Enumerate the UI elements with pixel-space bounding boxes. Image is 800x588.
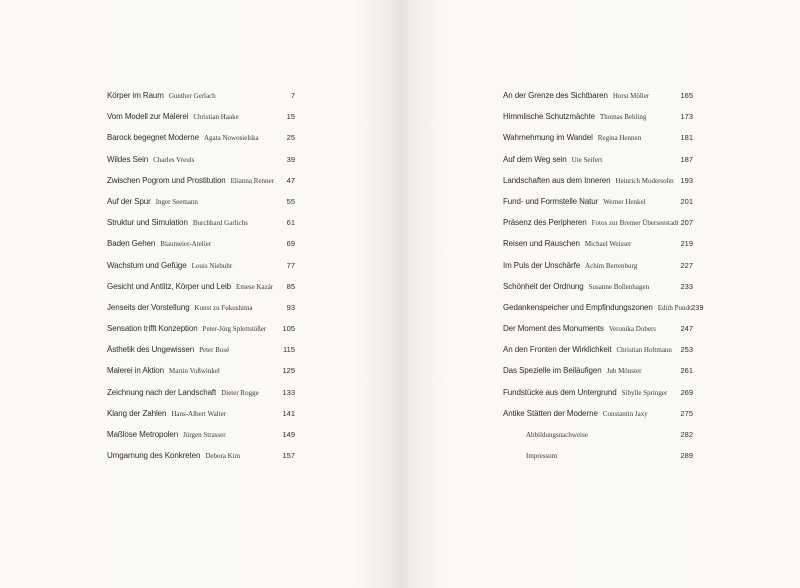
entry-author: Sibylle Springer (621, 388, 668, 397)
entry-title: Zwischen Pogrom und Prostitution (107, 175, 226, 185)
entry-page-number: 7 (290, 91, 295, 100)
entry-author: Debora Kim (205, 452, 241, 461)
entry-page-number: 149 (282, 430, 295, 439)
entry-title: Das Spezielle im Beiläufigen (503, 366, 602, 376)
toc-entry (503, 172, 693, 193)
appendix-label: Abbildungsnachweise (526, 431, 588, 439)
entry-author: Kunst zu Fukushima (194, 303, 253, 312)
toc-entry (107, 426, 295, 447)
entry-page-number: 233 (680, 281, 693, 291)
toc-entry (503, 341, 693, 362)
entry-author: Burchhard Garlichs (192, 219, 248, 228)
entry-page-number: 105 (282, 324, 295, 334)
entry-author: Martin Voßwinkel (169, 367, 220, 376)
entry-author: Horst Möller (612, 92, 650, 100)
entry-page-number: 55 (286, 196, 295, 206)
toc-left (107, 87, 295, 468)
toc-entry (503, 278, 693, 299)
entry-title: Gesicht und Antlitz, Körper und Leib (107, 281, 232, 291)
entry-page-number: 77 (286, 260, 295, 270)
entry-page-number: 61 (286, 218, 295, 228)
appendix-label: Impressum (526, 452, 558, 461)
entry-author: Werner Henkel (603, 197, 646, 206)
entry-page-number: 93 (286, 302, 295, 312)
entry-page-number: 187 (680, 154, 693, 164)
entry-author: Peter-Jörg Splettstößer (202, 325, 267, 334)
toc-entry (107, 87, 295, 108)
toc-entry (107, 172, 295, 193)
entry-author: Charles Vreuls (153, 155, 195, 164)
entry-page-number: 207 (680, 218, 693, 228)
entry-title: Wahrnehmung im Wandel (503, 133, 593, 143)
entry-title: Antike Stätten der Moderne (503, 408, 598, 418)
entry-page-number: 247 (680, 324, 693, 334)
entry-title: Struktur und Simulation (107, 218, 188, 228)
entry-page-number: 261 (680, 366, 693, 376)
entry-title: Umgarnung des Konkreten (107, 451, 201, 461)
toc-entry (503, 257, 693, 278)
entry-page-number: 165 (680, 91, 693, 100)
right-page (400, 0, 800, 588)
toc-entry (107, 384, 295, 405)
entry-author: Achim Bertenburg (585, 261, 638, 270)
entry-author: Dieter Rogge (221, 388, 259, 397)
entry-page-number: 269 (680, 387, 693, 397)
entry-page-number: 253 (680, 345, 693, 355)
toc-entry (503, 362, 693, 383)
toc-entry (107, 214, 295, 235)
entry-author: Susanne Bollenhagen (588, 282, 650, 291)
entry-page-number: 47 (286, 175, 295, 185)
entry-title: Jenseits der Vorstellung (107, 302, 190, 312)
entry-author: Hans-Albert Walter (171, 409, 227, 418)
entry-page-number: 193 (680, 175, 693, 185)
toc-entry (503, 214, 693, 235)
entry-page-number: 25 (286, 133, 295, 143)
entry-author: Edith Pundt (657, 303, 692, 312)
entry-page-number: 141 (282, 408, 295, 418)
toc-right (503, 87, 704, 468)
entry-author: Christian Holtmann (616, 346, 672, 355)
toc-entry (503, 299, 704, 320)
entry-author: Ute Seifert (571, 155, 603, 164)
entry-title: Himmlische Schutzmächte (503, 112, 595, 122)
toc-entry (107, 129, 295, 150)
entry-title: Der Moment des Monuments (503, 324, 604, 334)
entry-author: Jürgen Strasser (183, 431, 226, 439)
entry-author: Peter Bosé (199, 346, 230, 355)
entry-author: Veronika Dobers (608, 325, 657, 334)
entry-title: An den Fronten der Wirklichkeit (503, 345, 612, 355)
entry-author: Louis Niebuhr (191, 261, 233, 270)
entry-title: Barock begegnet Moderne (107, 133, 199, 143)
entry-page-number: 115 (283, 345, 295, 355)
entry-page-number: 133 (282, 387, 295, 397)
entry-title: Ästhetik des Ungewissen (107, 345, 195, 355)
entry-author: Christian Haake (193, 113, 239, 122)
toc-entry (107, 257, 295, 278)
entry-title: Baden Gehen (107, 239, 156, 249)
entry-title: Klang der Zahlen (107, 408, 167, 418)
entry-title: Gedankenspeicher und Empfindungszonen (503, 302, 653, 312)
toc-entry (503, 384, 693, 405)
entry-author: Agata Nowosielska (204, 134, 259, 143)
toc-entry (107, 235, 295, 256)
entry-author: Blaumeier-Atelier (160, 240, 212, 249)
entry-page-number: 15 (286, 112, 295, 122)
entry-author: Regina Hennen (597, 134, 642, 143)
entry-title: Reisen und Rauschen (503, 239, 580, 249)
toc-entry (107, 278, 295, 299)
toc-entry (107, 151, 295, 172)
entry-title: Wildes Sein (107, 154, 149, 164)
entry-title: Fundstücke aus dem Untergrund (503, 387, 617, 397)
entry-page-number: 227 (680, 260, 693, 270)
toc-entry (503, 193, 693, 214)
entry-title: Vom Modell zur Malerei (107, 112, 189, 122)
entry-title: Wachstum und Gefüge (107, 260, 187, 270)
entry-title: Auf dem Weg sein (503, 154, 567, 164)
entry-author: Heinrich Modersohn (615, 176, 674, 185)
entry-page-number: 219 (680, 239, 693, 249)
entry-title: Sensation trifft Konzeption (107, 324, 198, 334)
toc-entry (107, 108, 295, 129)
entry-page-number: 239 (691, 302, 704, 312)
entry-page-number: 39 (286, 154, 295, 164)
entry-title: An der Grenze des Sichtbaren (503, 91, 608, 100)
entry-title: Körper im Raum (107, 91, 164, 100)
entry-author: Jub Mönster (606, 367, 642, 376)
entry-author: Emese Kazár (236, 282, 274, 291)
entry-page-number: 125 (282, 366, 295, 376)
entry-author: Inger Seemann (155, 197, 198, 206)
entry-title: Maßlose Metropolen (107, 430, 179, 439)
toc-entry (107, 341, 295, 362)
entry-page-number: 69 (286, 239, 295, 249)
entry-author: Thomas Behling (599, 113, 647, 122)
toc-entry (503, 405, 693, 426)
toc-entry (107, 193, 295, 214)
entry-page-number: 173 (680, 112, 693, 122)
entry-title: Malerei in Aktion (107, 366, 164, 376)
entry-title: Präsenz des Peripheren (503, 218, 587, 228)
toc-entry-appendix (503, 426, 693, 447)
toc-entry (107, 320, 295, 341)
entry-title: Landschaften aus dem Inneren (503, 175, 611, 185)
entry-title: Schönheit der Ordnung (503, 281, 584, 291)
entry-author: Elianna Renner (230, 176, 274, 185)
toc-entry (503, 151, 693, 172)
entry-author: Constantin Jaxy (602, 409, 648, 418)
entry-author: Michael Weisser (584, 240, 632, 249)
toc-entry (107, 362, 295, 383)
entry-title: Fund- und Formstelle Natur (503, 196, 599, 206)
entry-title: Im Puls der Unschärfe (503, 260, 581, 270)
toc-entry (107, 447, 295, 468)
entry-page-number: 275 (680, 408, 693, 418)
toc-entry (503, 129, 693, 150)
entry-page-number: 85 (286, 281, 295, 291)
entry-author: Gunther Gerlach (168, 92, 216, 100)
entry-title: Zeichnung nach der Landschaft (107, 387, 217, 397)
toc-entry-appendix (503, 447, 693, 468)
toc-entry (107, 299, 295, 320)
entry-page-number: 157 (282, 451, 295, 461)
entry-author: Fotos zur Bremer Überseestadt (591, 219, 679, 228)
toc-entry (503, 320, 693, 341)
toc-entry (503, 108, 693, 129)
entry-page-number: 181 (680, 133, 693, 143)
toc-entry (503, 87, 693, 108)
toc-entry (107, 405, 295, 426)
entry-page-number: 282 (680, 430, 693, 439)
toc-entry (503, 235, 693, 256)
entry-page-number: 201 (680, 196, 693, 206)
entry-page-number: 289 (680, 451, 693, 461)
entry-title: Auf der Spur (107, 196, 151, 206)
